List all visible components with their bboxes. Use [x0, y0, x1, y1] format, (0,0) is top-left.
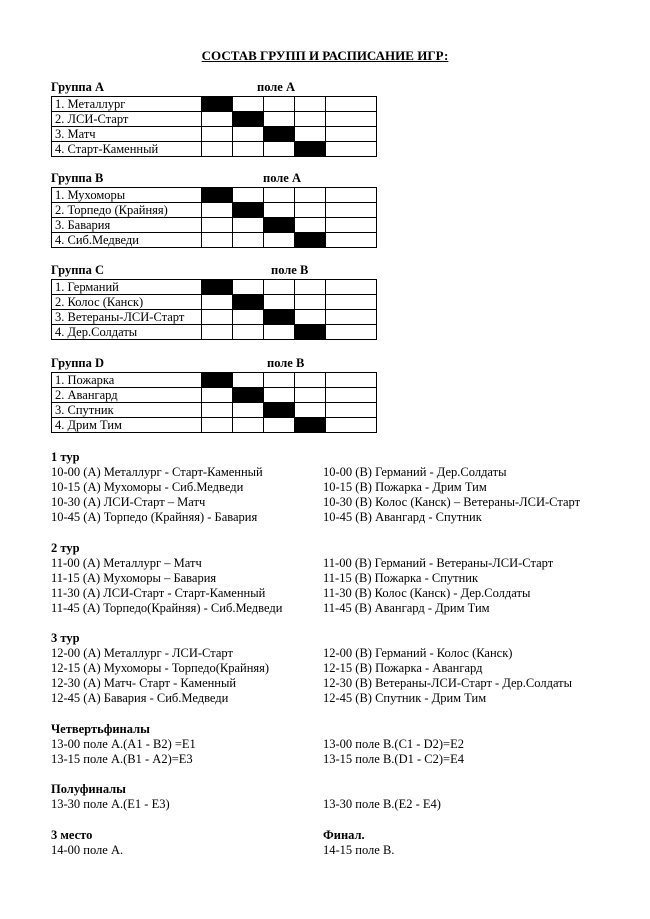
team-cell: 4. Старт-Каменный: [52, 142, 202, 157]
group-field: поле В: [267, 356, 305, 370]
tour-title: 1 тур: [51, 450, 80, 464]
table-row: [52, 310, 377, 325]
list-item: 10-15 (А) Мухоморы - Сиб.Медведи 10-15 (В) Пожарка - Дрим Тим: [51, 480, 487, 494]
group-name: Группа А: [51, 80, 105, 94]
list-item: 14-00 поле А. 14-15 поле В.: [51, 843, 395, 857]
table-row: [52, 403, 377, 418]
tour-1: [51, 450, 611, 525]
team-cell: 4. Сиб.Медведи: [52, 233, 202, 248]
table-row: [52, 142, 377, 157]
group-name: Группа В: [51, 171, 104, 185]
team-cell: 2. ЛСИ-Старт: [52, 112, 202, 127]
section-title: Четвертьфиналы: [51, 722, 150, 736]
finals: [51, 828, 611, 858]
team-cell: 2. Авангард: [52, 388, 202, 403]
team-cell: 4. Дер.Солдаты: [52, 325, 202, 340]
team-cell: 3. Спутник: [52, 403, 202, 418]
table-row: [52, 373, 377, 388]
group-name: Группа D: [51, 356, 105, 370]
list-item: 13-15 поле А.(В1 - А2)=Е3 13-15 поле В.(D1 - С2)=Е4: [51, 752, 464, 766]
table-row: [52, 325, 377, 340]
group-table: [51, 279, 377, 340]
group-field: поле А: [257, 80, 296, 94]
list-item: 11-00 (А) Металлург – Матч 11-00 (В) Германий - Ветераны-ЛСИ-Старт: [51, 556, 554, 570]
team-cell: 1. Мухоморы: [52, 188, 202, 203]
final-title: Финал.: [323, 828, 365, 842]
section-titles: [51, 828, 611, 843]
team-cell: 1. Германий: [52, 280, 202, 295]
quarterfinals: [51, 722, 611, 767]
team-cell: 3. Бавария: [52, 218, 202, 233]
table-row: [52, 295, 377, 310]
table-row: [52, 127, 377, 142]
list-item: 12-15 (А) Мухоморы - Торпедо(Крайняя) 12-15 (В) Пожарка - Авангард: [51, 661, 483, 675]
group-table: [51, 187, 377, 248]
list-item: 12-00 (А) Металлург - ЛСИ-Старт 12-00 (В) Германий - Колос (Канск): [51, 646, 513, 660]
table-row: [52, 112, 377, 127]
group-field: поле А: [263, 171, 302, 185]
table-row: [52, 280, 377, 295]
group-name: Группа С: [51, 263, 105, 277]
group-field: поле В: [271, 263, 309, 277]
group-c: [51, 263, 377, 340]
table-row: [52, 418, 377, 433]
group-b: [51, 171, 377, 248]
tour-title: 3 тур: [51, 631, 80, 645]
team-cell: 3. Ветераны-ЛСИ-Старт: [52, 310, 202, 325]
list-item: 13-00 поле А.(А1 - В2) =Е1 13-00 поле В.(С1 - D2)=Е2: [51, 737, 464, 751]
list-item: 11-30 (А) ЛСИ-Старт - Старт-Каменный 11-30 (В) Колос (Канск) - Дер.Солдаты: [51, 586, 531, 600]
tour-3: [51, 631, 611, 706]
list-item: 10-30 (А) ЛСИ-Старт – Матч 10-30 (В) Колос (Канск) – Ветераны-ЛСИ-Старт: [51, 495, 581, 509]
group-d: [51, 356, 377, 433]
section-title: Полуфиналы: [51, 782, 126, 796]
list-item: 12-45 (А) Бавария - Сиб.Медведи 12-45 (В) Спутник - Дрим Тим: [51, 691, 487, 705]
list-item: 12-30 (А) Матч- Старт - Каменный 12-30 (В) Ветераны-ЛСИ-Старт - Дер.Солдаты: [51, 676, 573, 690]
table-row: [52, 388, 377, 403]
team-cell: 1. Пожарка: [52, 373, 202, 388]
tour-2: [51, 541, 611, 616]
list-item: 13-30 поле А.(Е1 - Е3) 13-30 поле В.(Е2 - Е4): [51, 797, 441, 811]
team-cell: 3. Матч: [52, 127, 202, 142]
table-row: [52, 97, 377, 112]
list-item: 11-45 (А) Торпедо(Крайняя) - Сиб.Медведи 11-45 (В) Авангард - Дрим Тим: [51, 601, 490, 615]
list-item: 10-00 (А) Металлург - Старт-Каменный 10-00 (В) Германий - Дер.Солдаты: [51, 465, 507, 479]
group-table: [51, 372, 377, 433]
tour-title: 2 тур: [51, 541, 80, 555]
semifinals: [51, 782, 611, 812]
table-row: [52, 218, 377, 233]
team-cell: 2. Колос (Канск): [52, 295, 202, 310]
list-item: 11-15 (А) Мухоморы – Бавария 11-15 (В) Пожарка - Спутник: [51, 571, 479, 585]
group-table: [51, 96, 377, 157]
page-title: СОСТАВ ГРУПП И РАСПИСАНИЕ ИГР:: [201, 48, 449, 63]
table-row: [52, 188, 377, 203]
third-place-title: 3 место: [51, 828, 93, 842]
team-cell: 4. Дрим Тим: [52, 418, 202, 433]
table-row: [52, 203, 377, 218]
table-row: [52, 233, 377, 248]
group-a: [51, 80, 377, 157]
team-cell: 1. Металлург: [52, 97, 202, 112]
team-cell: 2. Торпедо (Крайняя): [52, 203, 202, 218]
list-item: 10-45 (А) Торпедо (Крайняя) - Бавария 10-45 (В) Авангард - Спутник: [51, 510, 482, 524]
